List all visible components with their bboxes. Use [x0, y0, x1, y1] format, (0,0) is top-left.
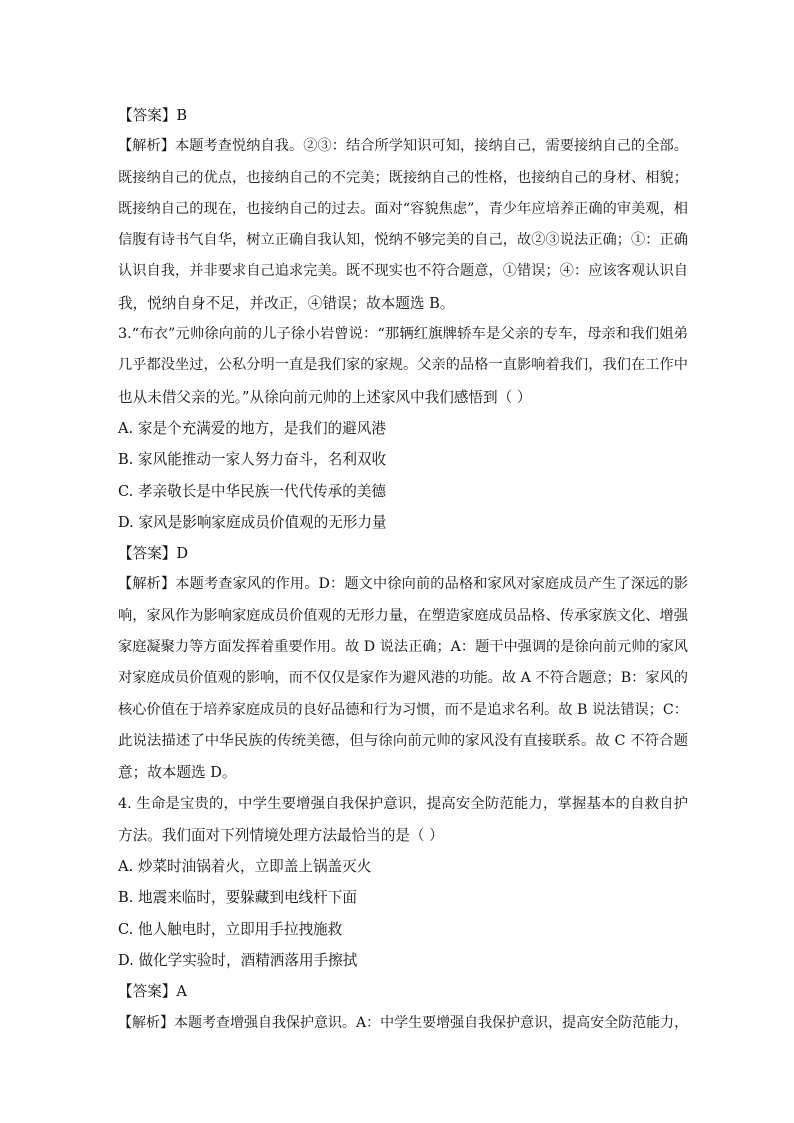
analysis-line: 【解析】本题考查悦纳自我。②③：结合所学知识可知，接纳自己，需要接纳自己的全部。	[118, 138, 688, 155]
analysis-line: 既接纳自己的优点，也接纳自己的不完美；既接纳自己的性格，也接纳自己的身材、相貌；	[118, 169, 688, 186]
option-b: B. 地震来临时，要躲藏到电线杆下面	[118, 889, 357, 907]
analysis-line: 【解析】本题考查增强自我保护意识。A：中学生要增强自我保护意识，提高安全防范能力，	[118, 1014, 689, 1031]
question-stem: 3.“布衣”元帅徐向前的儿子徐小岩曾说：“那辆红旗牌轿车是父亲的专车，母亲和我们姐弟	[118, 326, 688, 343]
option-c: C. 孝亲敬长是中华民族一代代传承的美德	[118, 482, 387, 500]
answer-label: 【答案】D	[118, 545, 189, 563]
document-page	[118, 100, 688, 1039]
option-d: D. 做化学实验时，酒精洒落用手擦拭	[118, 952, 358, 970]
analysis-line: 我，悦纳自身不足，并改正，④错误；故本题选 B。	[118, 294, 455, 312]
option-d: D. 家风是影响家庭成员价值观的无形力量	[118, 513, 387, 531]
option-c: C. 他人触电时，立即用手拉拽施救	[118, 920, 343, 938]
analysis-line: 家庭凝聚力等方面发挥着重要作用。故 D 说法正确；A：题干中强调的是徐向前元帅的家风	[118, 639, 688, 656]
analysis-line: 此说法描述了中华民族的传统美德，但与徐向前元帅的家风没有直接联系。故 C 不符合题	[118, 732, 688, 749]
analysis-line: 既接纳自己的现在，也接纳自己的过去。面对“容貌焦虑”，青少年应培养正确的审美观，相	[118, 200, 688, 217]
answer-label: 【答案】B	[118, 107, 188, 124]
analysis-line: 核心价值在于培养家庭成员的良好品德和行为习惯，而不是追求名利。故 B 说法错误；C：	[118, 701, 688, 718]
analysis-line: 对家庭成员价值观的影响，而不仅仅是家作为避风港的功能。故 A 不符合题意；B：家风的	[118, 670, 688, 687]
analysis-line: 【解析】本题考查家风的作用。D：题文中徐向前的品格和家风对家庭成员产生了深远的影	[118, 576, 688, 593]
analysis-line: 认识自我，并非要求自己追求完美。既不现实也不符合题意，①错误；④：应该客观认识自	[118, 263, 688, 280]
answer-label: 【答案】A	[118, 983, 187, 1001]
option-a: A. 家是个充满爱的地方，是我们的避风港	[118, 419, 386, 437]
question-stem: 4. 生命是宝贵的，中学生要增强自我保护意识，提高安全防范能力，掌握基本的自救自护	[118, 795, 688, 812]
analysis-line: 信腹有诗书气自华，树立正确自我认知，悦纳不够完美的自己，故②③说法正确；①：正确	[118, 232, 688, 249]
question-stem: 也从未借父亲的光。”从徐向前元帅的上述家风中我们感悟到（ ）	[118, 388, 532, 406]
analysis-line: 意；故本题选 D。	[118, 764, 237, 782]
question-stem: 方法。我们面对下列情境处理方法最恰当的是（ ）	[118, 826, 444, 844]
option-a: A. 炒菜时油锅着火，立即盖上锅盖灭火	[118, 858, 372, 876]
analysis-line: 响，家风作为影响家庭成员价值观的无形力量，在塑造家庭成员品格、传承家族文化、增强	[118, 607, 688, 624]
question-stem: 几乎都没坐过，公私分明一直是我们家的家规。父亲的品格一直影响着我们，我们在工作中	[118, 357, 688, 374]
option-b: B. 家风能推动一家人努力奋斗，名利双收	[118, 451, 387, 469]
